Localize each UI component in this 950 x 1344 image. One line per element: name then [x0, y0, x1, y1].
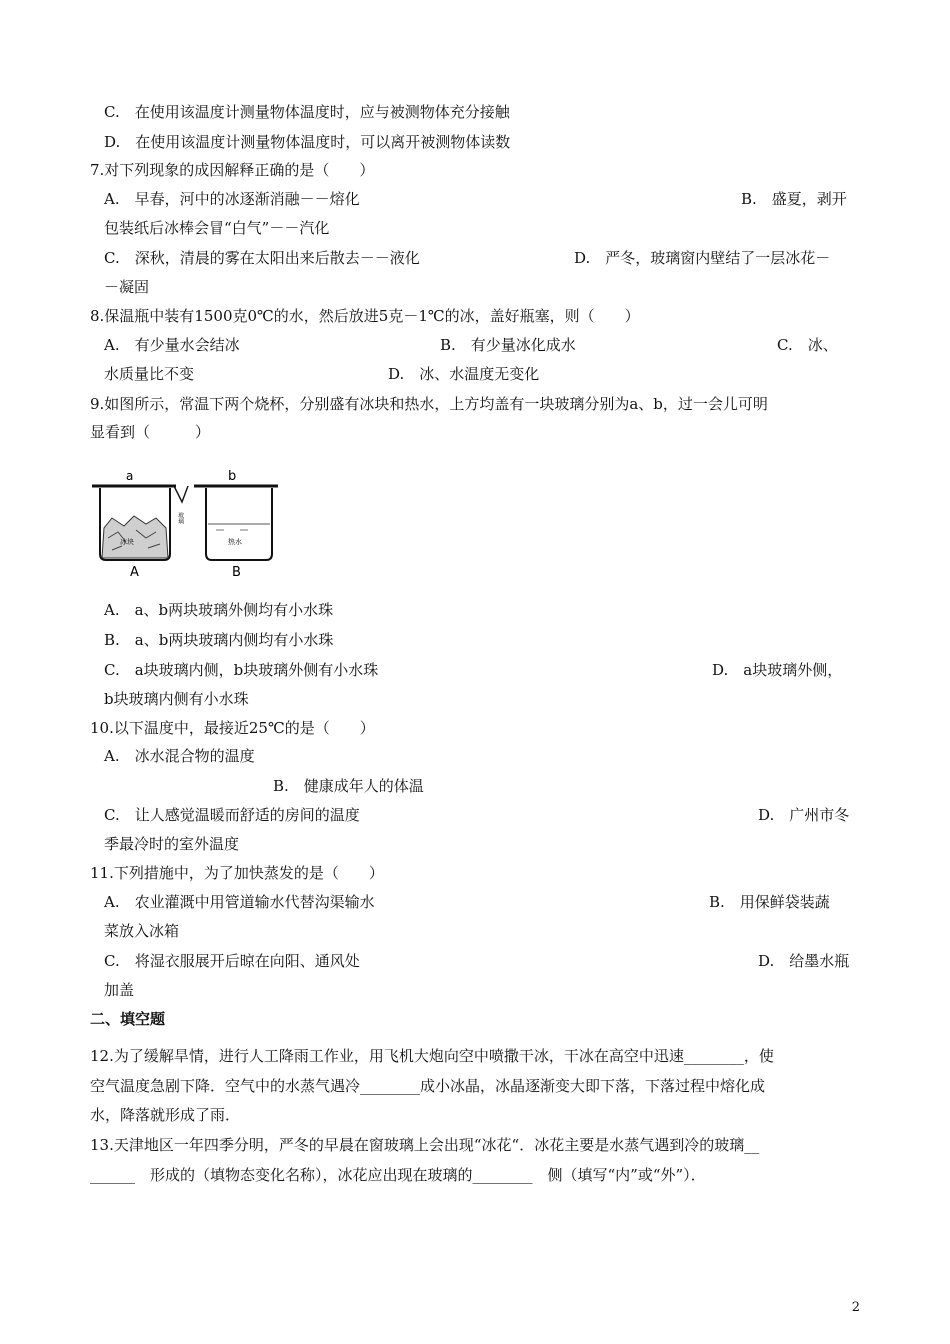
q11-option-b: B. 用保鲜袋装蔬: [709, 893, 830, 911]
question-9: 9.如图所示，常温下两个烧杯，分别盛有冰块和热水，上方均盖有一块玻璃分别为a、b，过一会儿可明: [90, 395, 768, 413]
figure-label-glass: 玻璃: [176, 512, 184, 524]
q9-option-a: A. a、b两块玻璃外侧均有小水珠: [104, 601, 334, 619]
q7-option-d: D. 严冬，玻璃窗内壁结了一层冰花－: [574, 249, 831, 267]
question-12-cont2: 水，降落就形成了雨．: [90, 1106, 241, 1124]
q11-option-a: A. 农业灌溉中用管道输水代替沟渠输水: [104, 893, 375, 911]
q10-option-a: A. 冰水混合物的温度: [104, 747, 255, 765]
option-c-prev: C. 在使用该温度计测量物体温度时，应与被测物体充分接触: [104, 103, 510, 121]
question-12-cont1: 空气温度急剧下降．空气中的水蒸气遇冷________成小冰晶，冰晶逐渐变大即下落，下落过程中熔化成: [90, 1077, 766, 1095]
q11-option-b-cont: 菜放入冰箱: [104, 922, 180, 940]
question-7: 7.对下列现象的成因解释正确的是（ ）: [90, 161, 375, 179]
q11-option-c: C. 将湿衣服展开后晾在向阳、通风处: [104, 952, 360, 970]
q7-option-d-cont: －凝固: [104, 278, 150, 296]
figure-label-B: B: [232, 565, 241, 580]
question-8: 8.保温瓶中装有1500克0℃的水，然后放进5克－1℃的冰，盖好瓶塞，则（ ）: [90, 307, 640, 325]
q9-option-d: D. a块玻璃外侧，: [712, 661, 843, 679]
option-d-prev: D. 在使用该温度计测量物体温度时，可以离开被测物体读数: [104, 133, 511, 151]
q10-option-b: B. 健康成年人的体温: [273, 777, 424, 795]
q11-option-d: D. 给墨水瓶: [758, 952, 850, 970]
figure-label-a: a: [126, 469, 134, 483]
question-13: 13.天津地区一年四季分明，严冬的早晨在窗玻璃上会出现“冰花“．冰花主要是水蒸气遇到冷的玻璃__: [90, 1136, 760, 1154]
q11-option-d-cont: 加盖: [104, 981, 135, 999]
q9-option-c: C. a块玻璃内侧，b块玻璃外侧有小水珠: [104, 661, 379, 679]
figure-label-ice: 冰块: [120, 538, 134, 546]
figure-label-water: 热水: [228, 538, 242, 546]
q10-option-d: D. 广州市冬: [758, 806, 850, 824]
question-12: 12.为了缓解旱情，进行人工降雨工作业，用飞机大炮向空中喷撒干冰，干冰在高空中迅速________，使: [90, 1047, 774, 1065]
figure-label-A: A: [130, 565, 139, 580]
q7-option-a: A. 早春，河中的冰逐渐消融－－熔化: [104, 190, 360, 208]
beakers-figure: [90, 468, 282, 580]
figure-label-b: b: [228, 469, 237, 484]
q7-option-c: C. 深秋，清晨的雾在太阳出来后散去－－液化: [104, 249, 420, 267]
q10-option-c: C. 让人感觉温暖而舒适的房间的温度: [104, 806, 360, 824]
q8-option-a: A. 有少量水会结冰: [104, 336, 240, 354]
q9-option-b: B. a、b两块玻璃内侧均有小水珠: [104, 631, 334, 649]
q7-option-b-cont: 包装纸后冰棒会冒“白气”－－汽化: [104, 219, 330, 237]
q9-option-d-cont: b块玻璃内侧有小水珠: [104, 690, 249, 708]
question-13-cont: ______ 形成的（填物态变化名称），冰花应出现在玻璃的________ 侧（填写“内”或“外”）．: [90, 1166, 706, 1184]
question-11: 11.下列措施中，为了加快蒸发的是（ ）: [90, 864, 384, 882]
q7-option-b: B. 盛夏，剥开: [741, 190, 847, 208]
section-heading-fill-in: 二、填空题: [90, 1010, 166, 1028]
q8-option-b: B. 有少量冰化成水: [440, 336, 576, 354]
page-number: 2: [851, 1300, 860, 1315]
question-10: 10.以下温度中，最接近25℃的是（ ）: [90, 719, 375, 737]
q8-option-d: D. 冰、水温度无变化: [388, 365, 540, 383]
question-9-cont: 显看到（ ）: [90, 423, 211, 441]
q8-option-c-cont: 水质量比不变: [104, 365, 195, 383]
q8-option-c: C. 冰、: [777, 336, 838, 354]
q10-option-d-cont: 季最冷时的室外温度: [104, 835, 240, 853]
